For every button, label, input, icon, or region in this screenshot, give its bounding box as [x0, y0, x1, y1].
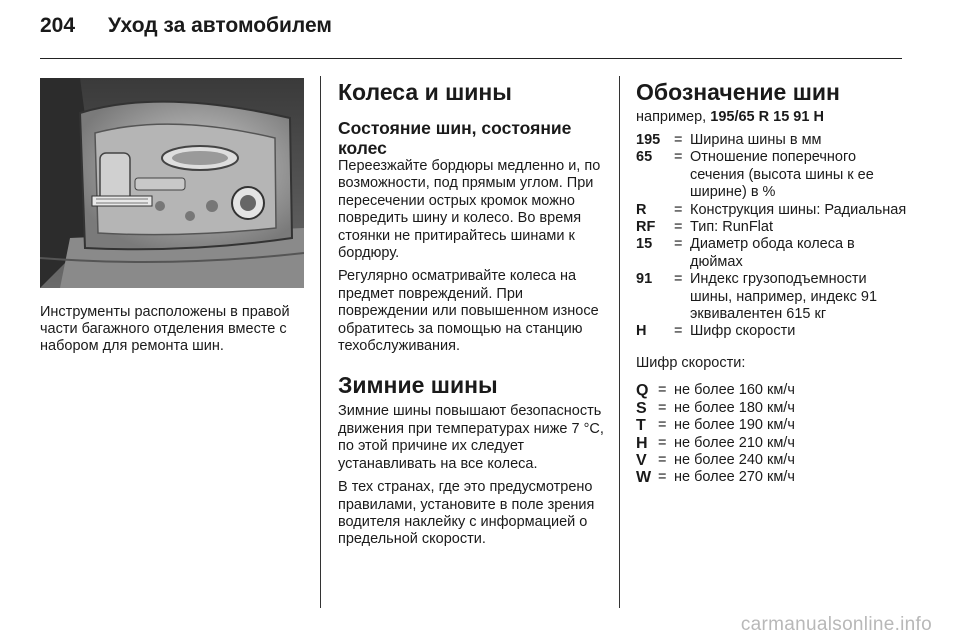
designation-row-key: 195	[636, 132, 661, 148]
designation-row-equals: =	[674, 201, 683, 218]
speed-index-list	[636, 382, 908, 486]
designation-row	[636, 323, 908, 340]
speed-row-value: не более 270 км/ч	[674, 469, 795, 486]
designation-row	[636, 271, 908, 323]
designation-row-equals: =	[674, 132, 683, 148]
trunk-tools-photo	[40, 78, 304, 288]
speed-row-key: W	[636, 469, 652, 487]
designation-row-key: R	[636, 201, 647, 218]
designation-row	[636, 132, 908, 149]
speed-row-value: не более 190 км/ч	[674, 417, 795, 434]
designation-row-key: 15	[636, 236, 653, 253]
column-right	[636, 78, 908, 487]
designation-row-equals: =	[674, 323, 683, 340]
speed-index-title: Шифр скорости:	[636, 354, 746, 371]
speed-row-key: T	[636, 417, 646, 435]
designation-row-key: 65	[636, 149, 653, 166]
speed-row	[636, 452, 908, 469]
speed-row-key: Q	[636, 382, 649, 400]
speed-row-equals: =	[658, 399, 667, 416]
designation-row-value: Индекс грузоподъемности шины, например, индекс 91 эквивалентен 615 кг	[690, 271, 878, 323]
designation-row-value: Диаметр обода колеса в дюймах	[690, 236, 855, 270]
paragraph-winter-safety: Зимние шины повышают безопасность движения при температурах ниже 7 °C, по этой причине их следует устанавливать на все колеса.	[338, 403, 604, 472]
subheading-tire-condition: Состояние шин, состояние колес	[338, 118, 572, 158]
column-left	[40, 78, 304, 355]
speed-row-key: H	[636, 434, 648, 452]
designation-row	[636, 149, 908, 201]
speed-row-value: не более 240 км/ч	[674, 451, 795, 468]
speed-row-equals: =	[658, 382, 667, 399]
designation-row	[636, 202, 908, 219]
tire-code: 195/65 R 15 91 H	[710, 109, 824, 125]
page-number: 204	[40, 14, 76, 37]
header-rule	[40, 58, 902, 59]
photo-caption: Инструменты расположены в правой части багажного отделения вместе с набором для ремонта шин.	[40, 304, 290, 354]
designation-row-value: Ширина шины в мм	[690, 132, 822, 148]
section-title-winter: Зимние шины	[338, 372, 498, 399]
designation-row-equals: =	[674, 236, 683, 253]
designation-row-value: Тип: RunFlat	[690, 219, 773, 236]
tire-code-example: например, 195/65 R 15 91 H	[636, 109, 824, 125]
designation-row-value: Шифр скорости	[690, 323, 796, 340]
designation-row	[636, 219, 908, 236]
designation-row-value: Конструкция шины: Радиальная	[690, 201, 907, 218]
page-header	[40, 14, 332, 50]
chapter-title: Уход за автомобилем	[108, 14, 332, 37]
column-middle	[338, 78, 606, 555]
designation-row-value: Отношение поперечного сечения (высота шины к ее ширине) в %	[690, 149, 874, 201]
speed-row-value: не более 180 км/ч	[674, 399, 795, 416]
designation-row-equals: =	[674, 149, 683, 166]
speed-row-equals: =	[658, 417, 667, 434]
speed-row-equals: =	[658, 469, 667, 486]
designation-row-equals: =	[674, 219, 683, 236]
paragraph-speed-sticker: В тех странах, где это предусмотрено правилами, установите в поле зрения водителя наклейку с информацией о предельной скорости.	[338, 479, 595, 548]
column-divider-1	[320, 76, 321, 608]
speed-row	[636, 469, 908, 486]
designation-list	[636, 132, 908, 341]
paragraph-curbs: Переезжайте бордюры медленно и, по возможности, под прямым углом. При пересечении острых кромок можно повредить шину и колесо. Во время стоянки не притирайтесь шинами к бордюру.	[338, 158, 601, 262]
speed-row-equals: =	[658, 434, 667, 451]
speed-row	[636, 400, 908, 417]
watermark: carmanualsonline.info	[740, 614, 932, 635]
speed-row-key: S	[636, 399, 647, 417]
section-title-wheels: Колеса и шины	[338, 79, 512, 105]
designation-row-key: H	[636, 323, 647, 340]
speed-row-value: не более 160 км/ч	[674, 382, 795, 399]
speed-row-key: V	[636, 451, 647, 469]
designation-row-key: RF	[636, 219, 656, 236]
speed-row-equals: =	[658, 451, 667, 468]
designation-row-key: 91	[636, 271, 653, 288]
section-title-tire-designation: Обозначение шин	[636, 79, 840, 105]
speed-row-value: не более 210 км/ч	[674, 434, 795, 451]
speed-row	[636, 382, 908, 399]
paragraph-inspection: Регулярно осматривайте колеса на предмет повреждений. При повреждении или повышенном износе обратитесь за помощью на станцию техобслуживания.	[338, 268, 599, 355]
designation-row-equals: =	[674, 271, 683, 288]
speed-row	[636, 417, 908, 434]
speed-row	[636, 435, 908, 452]
column-divider-2	[619, 76, 620, 608]
designation-row	[636, 236, 908, 271]
